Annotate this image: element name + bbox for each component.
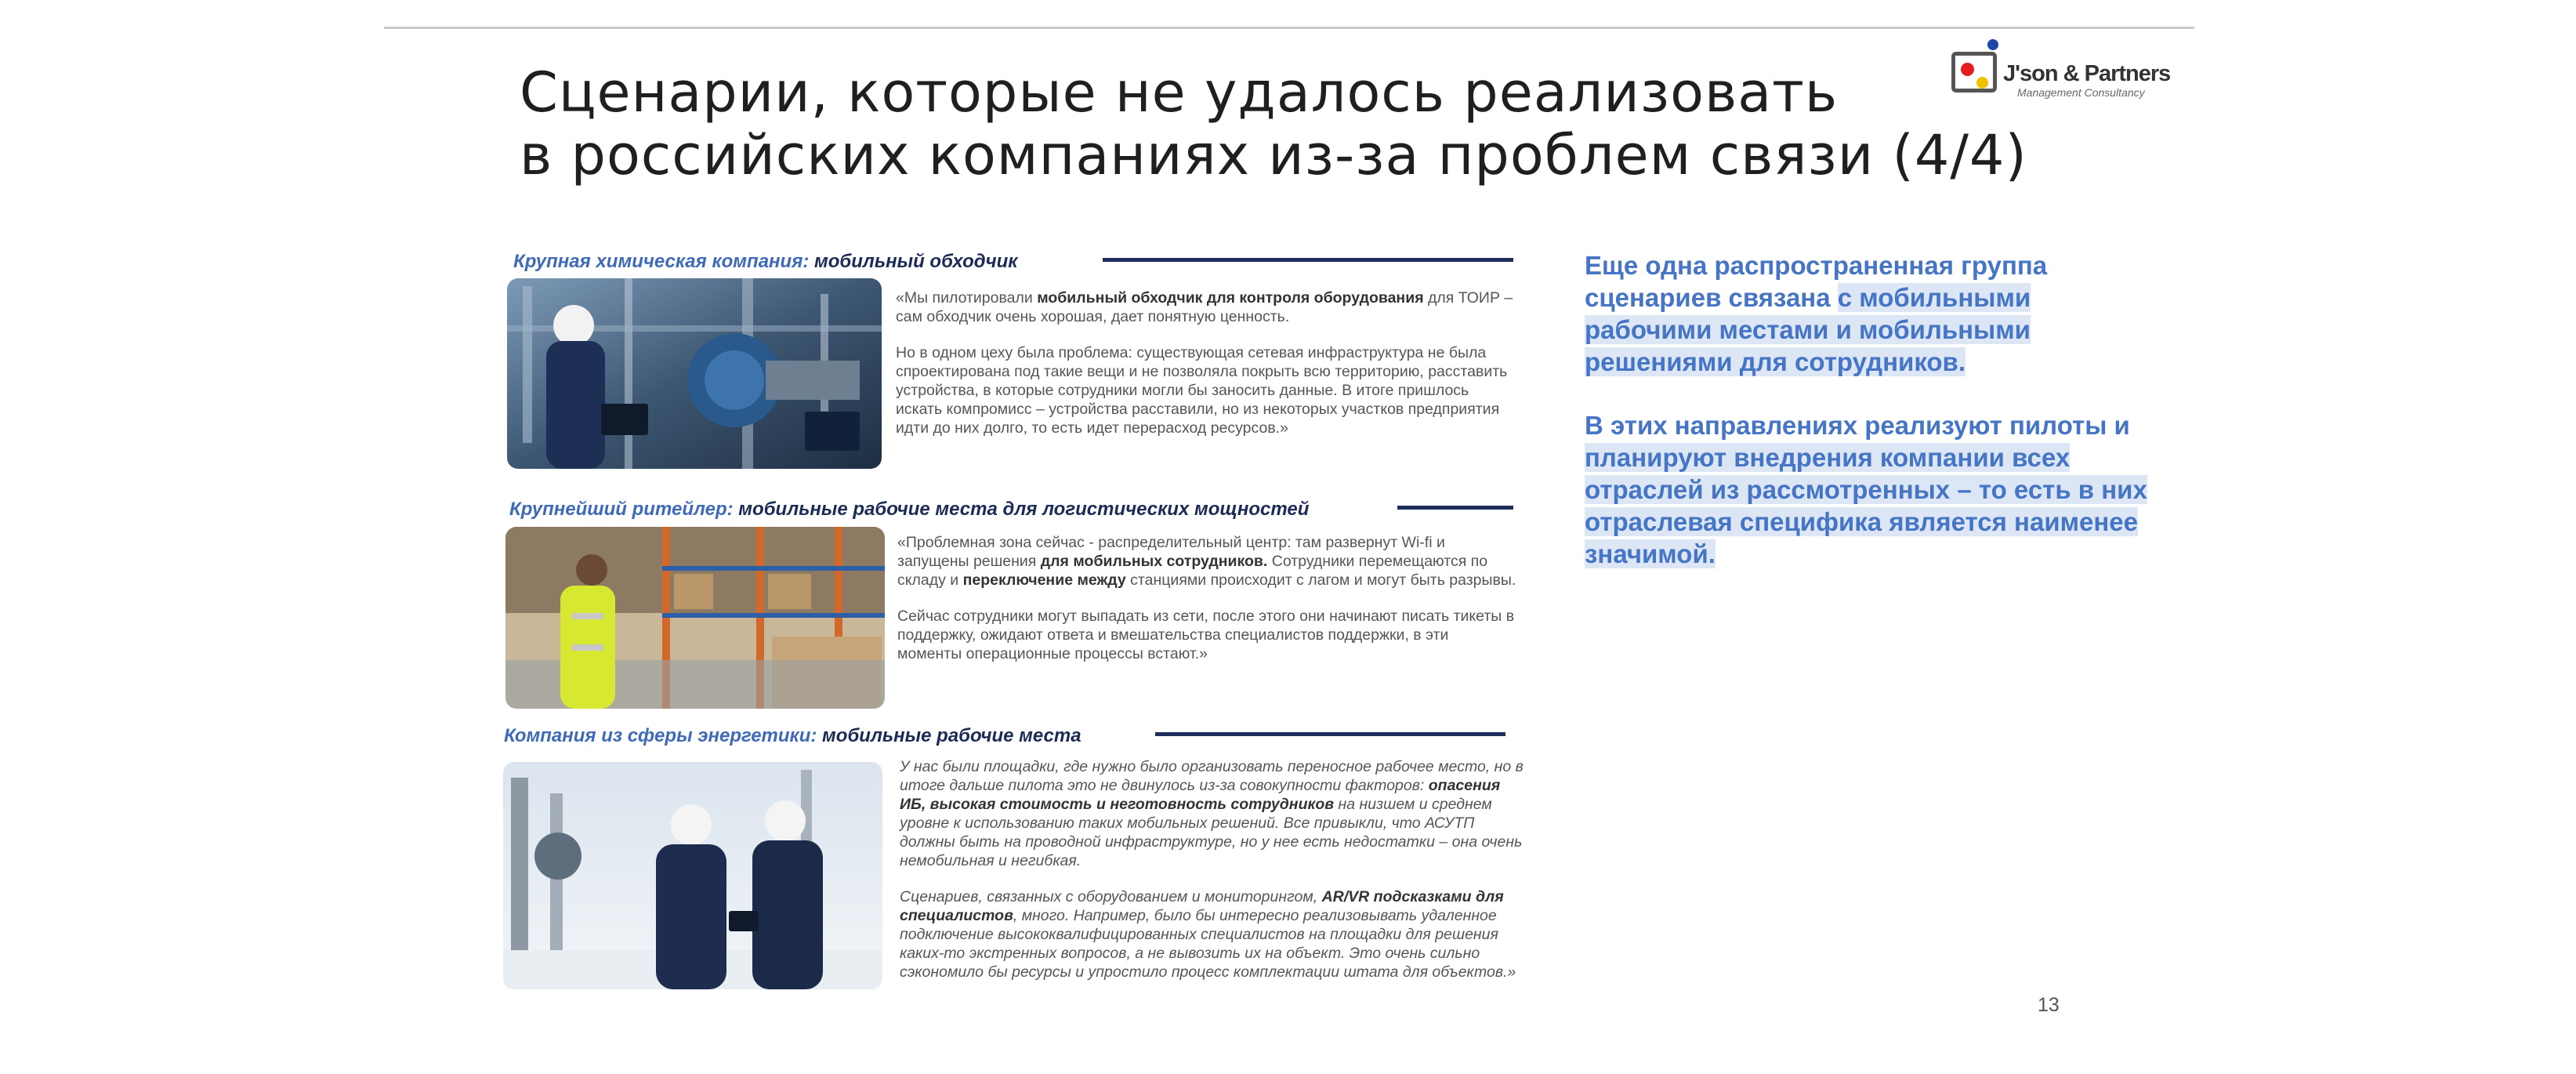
case-1-heading [513,251,1017,273]
case-3-p1-text-a: У нас были площадки, где нужно было организовать переносное рабочее место, но в итоге дальше пилота это не двинулось из-за совокупности факторов: [900,758,1523,794]
case-3-p1-bold: опасения ИБ, высокая стоимость и неготовность сотрудников [900,777,1501,813]
case-2-heading [509,499,1309,521]
case-2-quote-p1 [897,533,1516,590]
page-title [520,60,2027,187]
case-3-p2-text-c: , много. Например, было бы интересно реализовывать удаленное подключение высококвалифицированных специалистов на площадки для решения каких-то экстренных вопросов, а не вывозить их на объект. Это очень сильно сэкономило бы ресурсы и упростило процесс комплектации штата для объектов.» [900,907,1516,981]
page-number: 13 [2038,994,2060,1016]
top-divider [384,27,2194,29]
case-2-p1-text-a: «Проблемная зона сейчас - распределительный центр: там развернут Wi-fi и запущены решения [897,534,1445,570]
case-3-quote [900,757,1527,999]
case-2-p1-bold-1: для мобильных сотрудников. [1040,553,1268,570]
case-2-p1-text-e: станциями происходит с лагом и могут быть разрывы. [1125,571,1516,589]
case-1-rule [1103,258,1513,262]
case-2-rule [1397,506,1513,510]
summary-p1-text: Еще одна распространенная группа сценариев связана [1585,251,2048,312]
title-line-2: в российских компаниях из-за проблем связи (4/4) [520,123,2027,187]
case-3-company: Компания из сферы энергетики: [504,725,817,746]
case-1-p1-text-a: «Мы пилотировали [896,289,1038,307]
logo-red-dot [1961,63,1974,76]
case-3-p2-bold: AR/VR подсказками для специалистов [900,888,1504,924]
case-3-quote-p1 [900,757,1527,870]
summary-p1-highlight: с мобильными рабочими местами и мобильными решениями для сотрудников. [1585,283,2031,376]
case-2-company: Крупнейший ритейлер: [509,499,734,520]
case-2-photo-warehouse [505,527,885,709]
case-3-heading [504,725,1081,747]
logo-frame [1951,52,1997,93]
case-3-topic: мобильные рабочие места [822,725,1081,746]
logo-subtitle: Management Consultancy [2017,86,2145,99]
summary-paragraph-2 [1585,409,2165,570]
logo-blue-dot [1987,39,1998,50]
summary-paragraph-1 [1585,249,2165,378]
case-3-photo-energy-workers [503,762,882,989]
case-3-p2-text-a: Сценариев, связанных с оборудованием и мониторингом, [900,888,1322,905]
case-3-p1-text-c: на низшем и среднем уровне к использованию таких мобильных решений. Все привыкли, что АСУТП должны быть на проводной инфраструктуре, но у нее есть недостатки – она очень немобильная и негибкая. [900,796,1523,869]
case-2-p1-bold-2: переключение между [962,571,1126,589]
case-1-topic: мобильный обходчик [814,251,1018,272]
case-2-topic: мобильные рабочие места для логистических мощностей [738,499,1310,520]
case-1-p1-text-c: для ТОИР – сам обходчик очень хорошая, дает понятную ценность. [896,289,1513,325]
case-1-photo-chemical-worker [507,278,882,469]
case-1-p1-bold: мобильный обходчик для контроля оборудования [1037,289,1424,307]
case-3-quote-p2 [900,887,1527,981]
case-1-quote [896,288,1515,455]
logo-yellow-dot [1976,77,1988,89]
case-1-quote-p2: Но в одном цеху была проблема: существующая сетевая инфраструктура не была спроектирована под такие вещи и не позволяла покрыть всю территорию, расставить устройства, в которые сотрудники могли бы заносить данные. В итоге пришлось искать компромисс – устройства расставили, но из некоторых участков предприятия идти до них долго, то есть идет перерасход ресурсов.» [896,344,1508,437]
title-line-1: Сценарии, которые не удалось реализовать [520,60,1839,125]
case-2-quote [897,533,1516,680]
summary-panel [1585,249,2165,601]
company-logo [1945,34,2188,105]
summary-p2-text: В этих направлениях реализуют пилоты и [1585,411,2130,440]
case-2-p1-text-c: Сотрудники перемещаются по складу и [897,553,1488,589]
case-2-quote-p2: Сейчас сотрудники могут выпадать из сети, после этого они начинают писать тикеты в поддержку, ожидают ответа и вмешательства специалистов поддержки, в эти моменты операционные процессы встают.» [897,608,1515,662]
logo-name: J'son & Partners [2003,61,2171,86]
summary-p2-highlight: планируют внедрения компании всех отраслей из рассмотренных – то есть в них отраслевая специфика является наименее значимой. [1585,443,2147,568]
case-1-quote-p1 [896,288,1515,326]
case-1-company: Крупная химическая компания: [513,251,810,272]
case-3-rule [1155,732,1505,736]
